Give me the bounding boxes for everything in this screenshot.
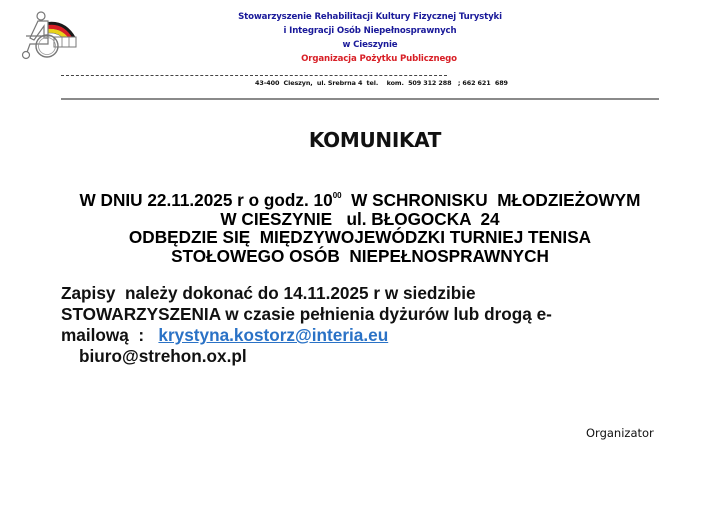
announcement-line-3: ODBĘDZIE SIĘ MIĘDZYWOJEWÓDZKI TURNIEJ TENISA (128, 227, 592, 247)
organization-header (220, 10, 520, 66)
org-name-line-3: w Cieszynie (342, 40, 398, 50)
announcement-venue: W SCHRONISKU MŁODZIEŻOWYM (341, 190, 641, 210)
org-name-line-1: Stowarzyszenie Rehabilitacji Kultury Fizycznej Turystyki (238, 12, 502, 22)
header-dotted-divider (61, 75, 447, 76)
wheelchair-athlete-logo-icon (18, 10, 82, 60)
header-divider (61, 98, 659, 100)
org-status: Organizacja Pożytku Publicznego (301, 54, 457, 64)
registration-line-2: STOWARZYSZENIA w czasie pełnienia dyżurów lub drogą e- (61, 304, 552, 324)
email-link-primary[interactable]: krystyna.kostorz@interia.eu (158, 325, 389, 345)
registration-line-1: Zapisy należy dokonać do 14.11.2025 r w siedzibie (61, 283, 476, 303)
org-name-line-2: i Integracji Osób Niepełnosprawnych (283, 26, 457, 36)
document-title: KOMUNIKAT (308, 128, 442, 152)
registration-block (61, 283, 621, 367)
announcement-block (55, 191, 665, 265)
registration-line-3: mailową : (61, 325, 159, 345)
announcement-line-2: W CIESZYNIE ul. BŁOGOCKA 24 (220, 208, 500, 229)
organization-logo (18, 10, 82, 60)
org-address: 43-400 Cieszyn, ul. Srebrna 4 tel. kom. 509 312 288 ; 662 621 689 (255, 79, 508, 87)
email-secondary: biuro@strehon.ox.pl (79, 346, 247, 366)
announcement-line-1 (55, 191, 665, 210)
signature: Organizator (586, 426, 654, 440)
announcement-time-minutes: 00 (332, 191, 342, 200)
announcement-line-4: STOŁOWEGO OSÓB NIEPEŁNOSPRAWNYCH (171, 245, 549, 266)
announcement-date-time: W DNIU 22.11.2025 r o godz. 10 (79, 190, 333, 210)
